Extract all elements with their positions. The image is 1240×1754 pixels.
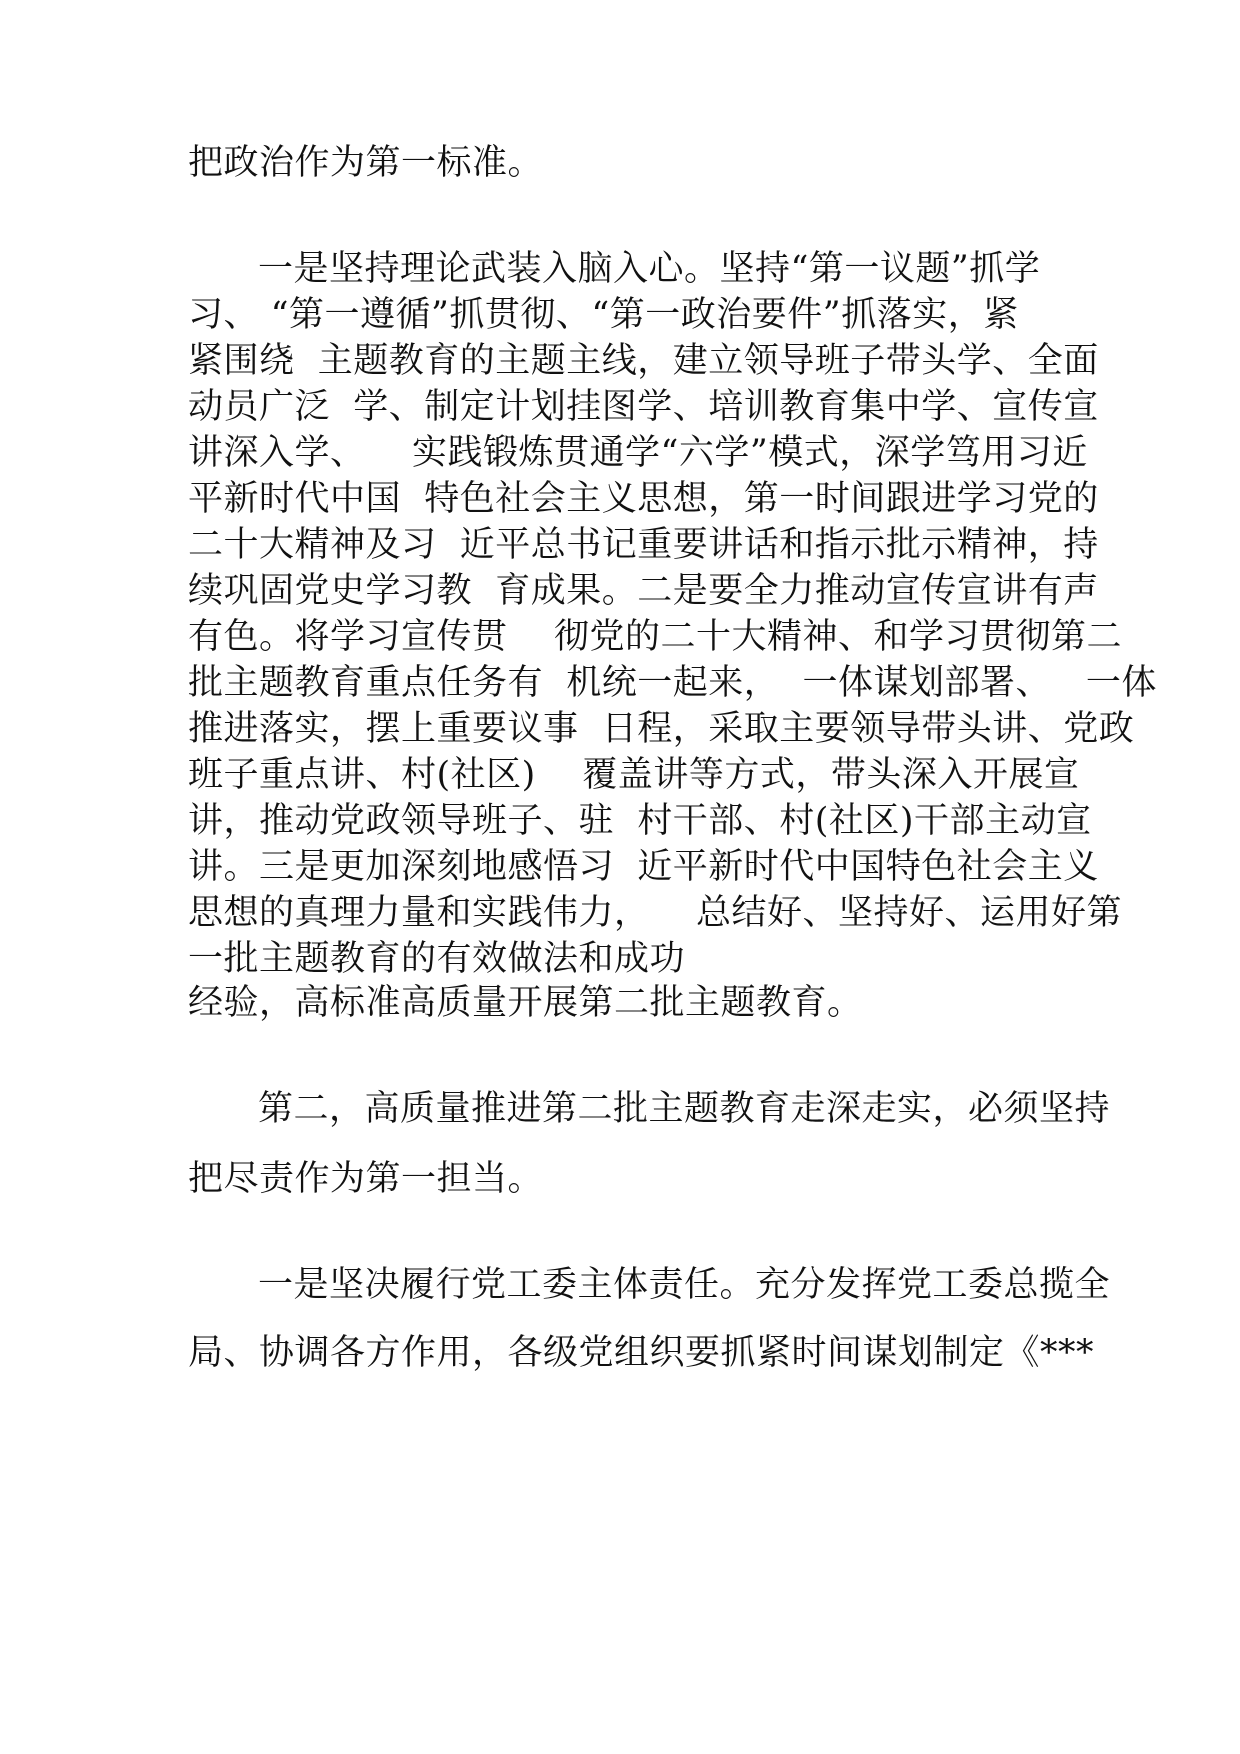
paragraph-2-line-3: 紧围绕 主题教育的主题主线，建立领导班子带头学、全面 bbox=[188, 341, 1099, 381]
paragraph-2-line-6: 平新时代中国 特色社会主义思想，第一时间跟进学习党的 bbox=[188, 479, 1099, 519]
paragraph-1-line-1: 把政治作为第一标准。 bbox=[188, 143, 544, 183]
paragraph-2-line-1: 一是坚持理论武装入脑入心。坚持“第一议题”抓学 bbox=[258, 249, 1041, 289]
paragraph-2-line-16: 一批主题教育的有效做法和成功 bbox=[188, 939, 686, 979]
paragraph-2-line-15: 思想的真理力量和实践伟力， 总结好、坚持好、运用好第 bbox=[188, 893, 1123, 933]
paragraph-2-line-7: 二十大精神及习 近平总书记重要讲话和指示批示精神，持 bbox=[188, 525, 1099, 565]
paragraph-2-line-4: 动员广泛 学、制定计划挂图学、培训教育集中学、宣传宣 bbox=[188, 387, 1099, 427]
paragraph-3-line-1: 第二，高质量推进第二批主题教育走深走实，必须坚持 bbox=[258, 1089, 1111, 1129]
paragraph-2-line-8: 续巩固党史学习教 育成果。二是要全力推动宣传宣讲有声 bbox=[188, 571, 1099, 611]
paragraph-2-line-2: 习、 “第一遵循”抓贯彻、“第一政治要件”抓落实，紧 bbox=[188, 295, 1019, 335]
paragraph-2-line-14: 讲。三是更加深刻地感悟习 近平新时代中国特色社会主义 bbox=[188, 847, 1099, 887]
paragraph-2-line-13: 讲，推动党政领导班子、驻 村干部、村(社区)干部主动宣 bbox=[188, 801, 1092, 841]
paragraph-2-line-5: 讲深入学、 实践锻炼贯通学“六学”模式，深学笃用习近 bbox=[188, 433, 1088, 473]
paragraph-2-line-11: 推进落实，摆上重要议事 日程，采取主要领导带头讲、党政 bbox=[188, 709, 1135, 749]
paragraph-2-line-17: 经验，高标准高质量开展第二批主题教育。 bbox=[188, 983, 863, 1023]
paragraph-2-line-12: 班子重点讲、村(社区) 覆盖讲等方式，带头深入开展宣 bbox=[188, 755, 1080, 795]
paragraph-3-line-2: 把尽责作为第一担当。 bbox=[188, 1159, 544, 1199]
paragraph-2-line-9: 有色。将学习宣传贯 彻党的二十大精神、和学习贯彻第二 bbox=[188, 617, 1123, 657]
paragraph-4-line-2: 局、协调各方作用，各级党组织要抓紧时间谋划制定《*** bbox=[188, 1333, 1095, 1373]
paragraph-4-line-1: 一是坚决履行党工委主体责任。充分发挥党工委总揽全 bbox=[258, 1265, 1111, 1305]
paragraph-2-line-10: 批主题教育重点任务有 机统一起来， 一体谋划部署、 一体 bbox=[188, 663, 1157, 703]
